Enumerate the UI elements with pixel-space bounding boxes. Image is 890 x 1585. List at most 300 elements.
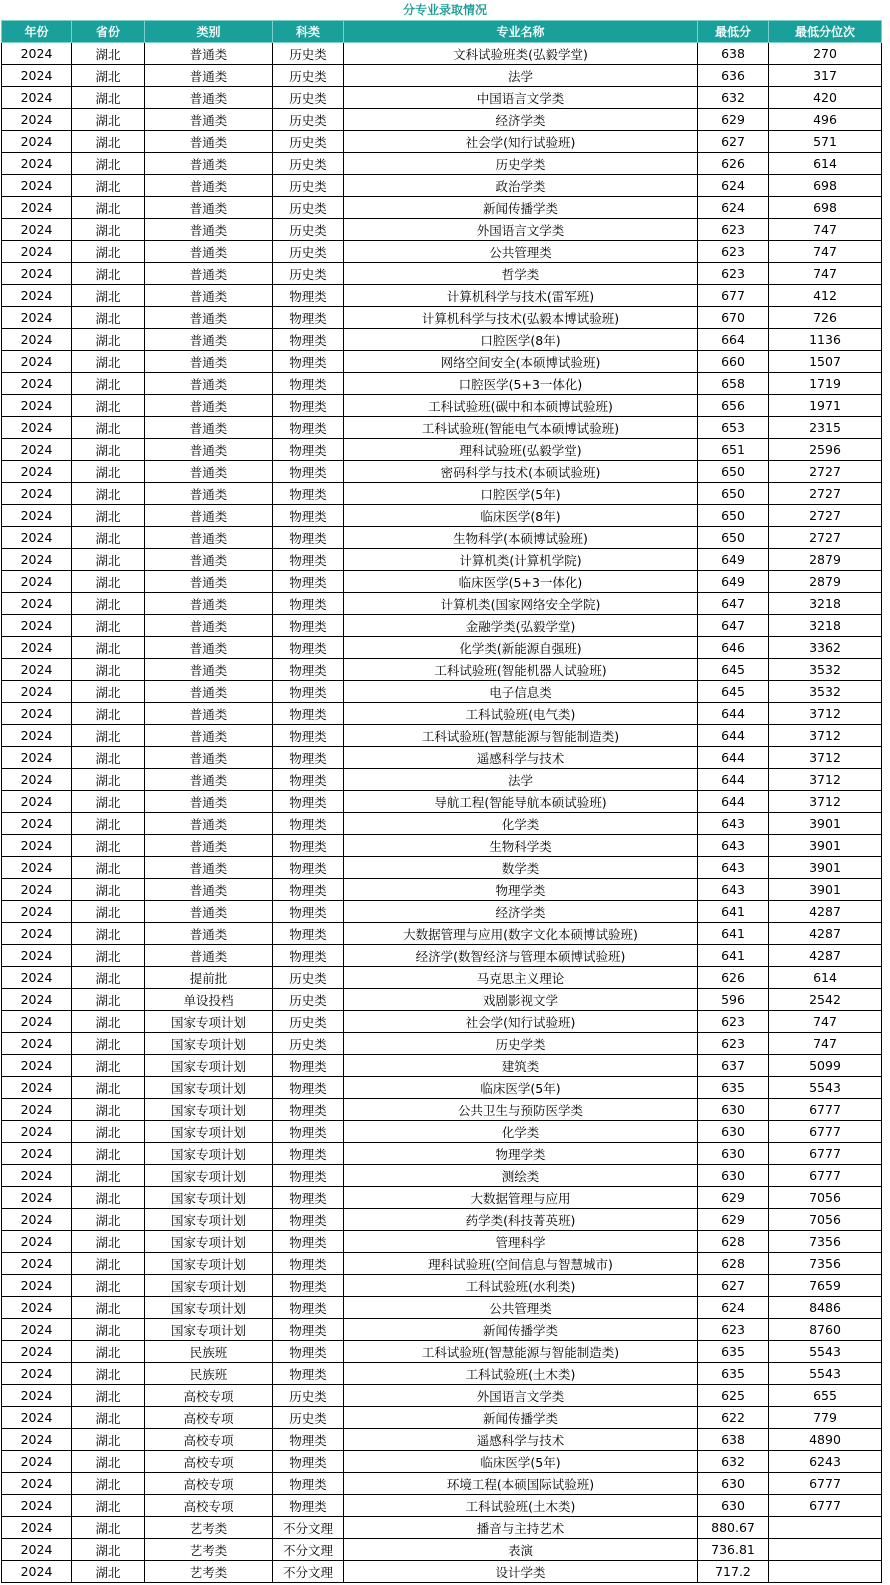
- year-cell: 2024: [2, 1055, 72, 1077]
- subject-cell: 物理类: [273, 813, 344, 835]
- min-rank-cell: 412: [769, 285, 882, 307]
- table-row: [2, 1297, 882, 1319]
- min-score-cell: 880.67: [698, 1517, 769, 1539]
- year-cell: 2024: [2, 285, 72, 307]
- min-rank-cell: 6777: [769, 1121, 882, 1143]
- min-score-cell: 645: [698, 681, 769, 703]
- province-cell: 湖北: [72, 351, 145, 373]
- table-row: [2, 527, 882, 549]
- major-cell: 政治学类: [344, 175, 698, 197]
- table-row: [2, 505, 882, 527]
- subject-cell: 物理类: [273, 1495, 344, 1517]
- year-cell: 2024: [2, 1187, 72, 1209]
- min-score-cell: 622: [698, 1407, 769, 1429]
- table-row: [2, 1231, 882, 1253]
- province-cell: 湖北: [72, 197, 145, 219]
- major-cell: 法学: [344, 769, 698, 791]
- table-row: [2, 351, 882, 373]
- year-cell: 2024: [2, 1319, 72, 1341]
- major-cell: 理科试验班(弘毅学堂): [344, 439, 698, 461]
- subject-cell: 物理类: [273, 483, 344, 505]
- min-rank-cell: 7356: [769, 1231, 882, 1253]
- subject-cell: 物理类: [273, 1429, 344, 1451]
- subject-cell: 物理类: [273, 439, 344, 461]
- major-cell: 环境工程(本硕国际试验班): [344, 1473, 698, 1495]
- table-row: [2, 1011, 882, 1033]
- year-cell: 2024: [2, 241, 72, 263]
- min-rank-cell: [769, 1561, 882, 1583]
- min-rank-cell: 1719: [769, 373, 882, 395]
- min-rank-cell: 5543: [769, 1341, 882, 1363]
- min-rank-cell: 2727: [769, 527, 882, 549]
- subject-cell: 历史类: [273, 153, 344, 175]
- province-cell: 湖北: [72, 747, 145, 769]
- table-row: [2, 1209, 882, 1231]
- min-rank-cell: 2727: [769, 505, 882, 527]
- min-rank-cell: 7356: [769, 1253, 882, 1275]
- year-cell: 2024: [2, 527, 72, 549]
- province-cell: 湖北: [72, 549, 145, 571]
- min-rank-cell: 4890: [769, 1429, 882, 1451]
- province-cell: 湖北: [72, 1121, 145, 1143]
- table-row: [2, 1561, 882, 1583]
- min-rank-cell: 3712: [769, 791, 882, 813]
- subject-cell: 物理类: [273, 1165, 344, 1187]
- min-score-cell: 644: [698, 725, 769, 747]
- year-cell: 2024: [2, 505, 72, 527]
- category-cell: 普通类: [145, 835, 273, 857]
- year-cell: 2024: [2, 1561, 72, 1583]
- category-cell: 国家专项计划: [145, 1121, 273, 1143]
- major-cell: 工科试验班(土木类): [344, 1495, 698, 1517]
- subject-cell: 物理类: [273, 1319, 344, 1341]
- min-rank-cell: 6777: [769, 1099, 882, 1121]
- subject-cell: 物理类: [273, 615, 344, 637]
- table-row: [2, 1517, 882, 1539]
- min-rank-cell: 8486: [769, 1297, 882, 1319]
- table-row: [2, 1363, 882, 1385]
- min-score-cell: 635: [698, 1077, 769, 1099]
- min-rank-cell: 7056: [769, 1187, 882, 1209]
- table-row: [2, 703, 882, 725]
- table-row: [2, 571, 882, 593]
- province-cell: 湖北: [72, 1539, 145, 1561]
- category-cell: 国家专项计划: [145, 1033, 273, 1055]
- category-cell: 普通类: [145, 307, 273, 329]
- province-cell: 湖北: [72, 989, 145, 1011]
- table-row: [2, 373, 882, 395]
- table-row: [2, 1319, 882, 1341]
- major-cell: 口腔医学(8年): [344, 329, 698, 351]
- table-row: [2, 1033, 882, 1055]
- province-cell: 湖北: [72, 593, 145, 615]
- major-cell: 新闻传播学类: [344, 197, 698, 219]
- category-cell: 普通类: [145, 263, 273, 285]
- min-score-cell: 670: [698, 307, 769, 329]
- category-cell: 普通类: [145, 175, 273, 197]
- major-cell: 大数据管理与应用: [344, 1187, 698, 1209]
- major-cell: 经济学(数智经济与管理本硕博试验班): [344, 945, 698, 967]
- min-score-cell: 717.2: [698, 1561, 769, 1583]
- table-row: [2, 307, 882, 329]
- subject-cell: 物理类: [273, 1341, 344, 1363]
- major-cell: 网络空间安全(本硕博试验班): [344, 351, 698, 373]
- min-rank-cell: 2879: [769, 571, 882, 593]
- min-score-cell: 629: [698, 1209, 769, 1231]
- major-cell: 公共卫生与预防医学类: [344, 1099, 698, 1121]
- province-cell: 湖北: [72, 1495, 145, 1517]
- min-rank-cell: 3712: [769, 747, 882, 769]
- min-rank-cell: 5543: [769, 1363, 882, 1385]
- min-rank-cell: 3901: [769, 879, 882, 901]
- category-cell: 普通类: [145, 637, 273, 659]
- min-score-cell: 623: [698, 1033, 769, 1055]
- major-cell: 公共管理类: [344, 241, 698, 263]
- province-cell: 湖北: [72, 1055, 145, 1077]
- subject-cell: 历史类: [273, 43, 344, 65]
- table-row: [2, 1077, 882, 1099]
- min-rank-cell: 726: [769, 307, 882, 329]
- min-rank-cell: 3532: [769, 659, 882, 681]
- category-cell: 普通类: [145, 439, 273, 461]
- year-cell: 2024: [2, 1297, 72, 1319]
- major-cell: 社会学(知行试验班): [344, 1011, 698, 1033]
- min-score-cell: 641: [698, 945, 769, 967]
- province-cell: 湖北: [72, 1561, 145, 1583]
- major-cell: 大数据管理与应用(数字文化本硕博试验班): [344, 923, 698, 945]
- year-cell: 2024: [2, 1451, 72, 1473]
- min-rank-cell: [769, 1517, 882, 1539]
- year-cell: 2024: [2, 1231, 72, 1253]
- year-cell: 2024: [2, 681, 72, 703]
- subject-cell: 物理类: [273, 1077, 344, 1099]
- subject-cell: 历史类: [273, 87, 344, 109]
- category-cell: 普通类: [145, 791, 273, 813]
- year-cell: 2024: [2, 219, 72, 241]
- major-cell: 管理科学: [344, 1231, 698, 1253]
- major-cell: 工科试验班(碳中和本硕博试验班): [344, 395, 698, 417]
- year-cell: 2024: [2, 725, 72, 747]
- year-cell: 2024: [2, 307, 72, 329]
- min-rank-cell: 614: [769, 967, 882, 989]
- major-cell: 哲学类: [344, 263, 698, 285]
- year-cell: 2024: [2, 1385, 72, 1407]
- province-cell: 湖北: [72, 659, 145, 681]
- min-score-cell: 638: [698, 1429, 769, 1451]
- subject-cell: 历史类: [273, 197, 344, 219]
- min-score-cell: 650: [698, 461, 769, 483]
- min-rank-cell: 2596: [769, 439, 882, 461]
- major-cell: 数学类: [344, 857, 698, 879]
- min-score-cell: 647: [698, 593, 769, 615]
- min-rank-cell: 1507: [769, 351, 882, 373]
- min-score-cell: 623: [698, 1319, 769, 1341]
- min-score-cell: 638: [698, 43, 769, 65]
- province-cell: 湖北: [72, 725, 145, 747]
- min-rank-cell: 747: [769, 1011, 882, 1033]
- province-cell: 湖北: [72, 1231, 145, 1253]
- major-cell: 金融学类(弘毅学堂): [344, 615, 698, 637]
- subject-cell: 物理类: [273, 1187, 344, 1209]
- subject-cell: 不分文理: [273, 1539, 344, 1561]
- min-rank-cell: 5543: [769, 1077, 882, 1099]
- category-cell: 普通类: [145, 945, 273, 967]
- table-row: [2, 1275, 882, 1297]
- table-row: [2, 659, 882, 681]
- category-cell: 普通类: [145, 549, 273, 571]
- min-score-cell: 637: [698, 1055, 769, 1077]
- category-cell: 艺考类: [145, 1517, 273, 1539]
- major-cell: 计算机科学与技术(弘毅本博试验班): [344, 307, 698, 329]
- min-score-cell: 623: [698, 1011, 769, 1033]
- year-cell: 2024: [2, 175, 72, 197]
- subject-cell: 不分文理: [273, 1517, 344, 1539]
- category-cell: 普通类: [145, 351, 273, 373]
- min-rank-cell: 2542: [769, 989, 882, 1011]
- province-cell: 湖北: [72, 87, 145, 109]
- min-score-cell: 628: [698, 1231, 769, 1253]
- category-cell: 民族班: [145, 1341, 273, 1363]
- table-row: [2, 1539, 882, 1561]
- min-score-cell: 649: [698, 571, 769, 593]
- year-cell: 2024: [2, 1341, 72, 1363]
- major-cell: 电子信息类: [344, 681, 698, 703]
- major-cell: 历史学类: [344, 1033, 698, 1055]
- province-cell: 湖北: [72, 571, 145, 593]
- table-row: [2, 725, 882, 747]
- subject-cell: 物理类: [273, 637, 344, 659]
- subject-cell: 物理类: [273, 329, 344, 351]
- year-cell: 2024: [2, 901, 72, 923]
- category-cell: 普通类: [145, 747, 273, 769]
- table-row: [2, 1187, 882, 1209]
- year-cell: 2024: [2, 483, 72, 505]
- major-cell: 遥感科学与技术: [344, 747, 698, 769]
- subject-cell: 物理类: [273, 417, 344, 439]
- province-cell: 湖北: [72, 1297, 145, 1319]
- category-cell: 普通类: [145, 329, 273, 351]
- table-row: [2, 65, 882, 87]
- table-row: [2, 835, 882, 857]
- year-cell: 2024: [2, 703, 72, 725]
- subject-cell: 物理类: [273, 505, 344, 527]
- min-score-cell: 623: [698, 263, 769, 285]
- category-cell: 提前批: [145, 967, 273, 989]
- major-cell: 临床医学(5年): [344, 1451, 698, 1473]
- major-cell: 表演: [344, 1539, 698, 1561]
- subject-cell: 物理类: [273, 879, 344, 901]
- category-cell: 普通类: [145, 681, 273, 703]
- table-row: [2, 1121, 882, 1143]
- subject-cell: 历史类: [273, 1385, 344, 1407]
- table-row: [2, 285, 882, 307]
- subject-cell: 物理类: [273, 549, 344, 571]
- subject-cell: 物理类: [273, 1055, 344, 1077]
- province-cell: 湖北: [72, 1341, 145, 1363]
- major-cell: 化学类: [344, 813, 698, 835]
- category-cell: 普通类: [145, 615, 273, 637]
- year-cell: 2024: [2, 593, 72, 615]
- major-cell: 经济学类: [344, 109, 698, 131]
- year-cell: 2024: [2, 43, 72, 65]
- min-rank-cell: 2727: [769, 461, 882, 483]
- major-cell: 工科试验班(水利类): [344, 1275, 698, 1297]
- major-cell: 药学类(科技菁英班): [344, 1209, 698, 1231]
- table-row: [2, 923, 882, 945]
- year-cell: 2024: [2, 263, 72, 285]
- category-cell: 国家专项计划: [145, 1319, 273, 1341]
- major-cell: 历史学类: [344, 153, 698, 175]
- year-cell: 2024: [2, 571, 72, 593]
- table-row: [2, 1143, 882, 1165]
- category-cell: 普通类: [145, 505, 273, 527]
- year-cell: 2024: [2, 197, 72, 219]
- major-cell: 理科试验班(空间信息与智慧城市): [344, 1253, 698, 1275]
- min-score-cell: 628: [698, 1253, 769, 1275]
- year-cell: 2024: [2, 549, 72, 571]
- min-rank-cell: 2879: [769, 549, 882, 571]
- subject-cell: 物理类: [273, 791, 344, 813]
- admission-table: [1, 20, 882, 1583]
- min-rank-cell: 6243: [769, 1451, 882, 1473]
- category-cell: 普通类: [145, 219, 273, 241]
- category-cell: 普通类: [145, 571, 273, 593]
- min-score-cell: 647: [698, 615, 769, 637]
- table-row: [2, 637, 882, 659]
- major-cell: 马克思主义理论: [344, 967, 698, 989]
- subject-cell: 物理类: [273, 659, 344, 681]
- year-cell: 2024: [2, 131, 72, 153]
- year-cell: 2024: [2, 967, 72, 989]
- subject-cell: 物理类: [273, 373, 344, 395]
- subject-cell: 物理类: [273, 857, 344, 879]
- province-cell: 湖北: [72, 1209, 145, 1231]
- table-body: [2, 43, 882, 1583]
- year-cell: 2024: [2, 1209, 72, 1231]
- min-rank-cell: 5099: [769, 1055, 882, 1077]
- category-cell: 普通类: [145, 153, 273, 175]
- subject-cell: 物理类: [273, 747, 344, 769]
- min-score-cell: 624: [698, 1297, 769, 1319]
- major-cell: 公共管理类: [344, 1297, 698, 1319]
- min-score-cell: 630: [698, 1165, 769, 1187]
- subject-cell: 物理类: [273, 1143, 344, 1165]
- category-cell: 普通类: [145, 197, 273, 219]
- province-cell: 湖北: [72, 637, 145, 659]
- category-cell: 高校专项: [145, 1495, 273, 1517]
- subject-cell: 历史类: [273, 109, 344, 131]
- min-rank-cell: 655: [769, 1385, 882, 1407]
- category-cell: 普通类: [145, 43, 273, 65]
- min-score-cell: 650: [698, 505, 769, 527]
- min-rank-cell: 747: [769, 1033, 882, 1055]
- category-cell: 国家专项计划: [145, 1165, 273, 1187]
- major-cell: 临床医学(8年): [344, 505, 698, 527]
- major-cell: 外国语言文学类: [344, 219, 698, 241]
- category-cell: 国家专项计划: [145, 1011, 273, 1033]
- category-cell: 普通类: [145, 65, 273, 87]
- major-cell: 临床医学(5年): [344, 1077, 698, 1099]
- table-row: [2, 395, 882, 417]
- province-cell: 湖北: [72, 153, 145, 175]
- min-score-cell: 636: [698, 65, 769, 87]
- year-cell: 2024: [2, 417, 72, 439]
- min-score-cell: 656: [698, 395, 769, 417]
- province-cell: 湖北: [72, 395, 145, 417]
- subject-cell: 物理类: [273, 395, 344, 417]
- table-row: [2, 1385, 882, 1407]
- subject-cell: 物理类: [273, 1209, 344, 1231]
- min-rank-cell: 6777: [769, 1495, 882, 1517]
- year-cell: 2024: [2, 65, 72, 87]
- column-header-min-score: 最低分: [698, 21, 769, 43]
- category-cell: 国家专项计划: [145, 1099, 273, 1121]
- min-score-cell: 632: [698, 1451, 769, 1473]
- province-cell: 湖北: [72, 461, 145, 483]
- min-score-cell: 643: [698, 857, 769, 879]
- min-score-cell: 627: [698, 1275, 769, 1297]
- major-cell: 外国语言文学类: [344, 1385, 698, 1407]
- subject-cell: 历史类: [273, 1033, 344, 1055]
- category-cell: 国家专项计划: [145, 1055, 273, 1077]
- min-score-cell: 630: [698, 1099, 769, 1121]
- min-score-cell: 630: [698, 1495, 769, 1517]
- province-cell: 湖北: [72, 1473, 145, 1495]
- category-cell: 普通类: [145, 109, 273, 131]
- year-cell: 2024: [2, 835, 72, 857]
- subject-cell: 历史类: [273, 241, 344, 263]
- major-cell: 计算机类(计算机学院): [344, 549, 698, 571]
- category-cell: 普通类: [145, 725, 273, 747]
- subject-cell: 物理类: [273, 901, 344, 923]
- min-rank-cell: 3712: [769, 769, 882, 791]
- category-cell: 普通类: [145, 923, 273, 945]
- major-cell: 工科试验班(智慧能源与智能制造类): [344, 1341, 698, 1363]
- major-cell: 社会学(知行试验班): [344, 131, 698, 153]
- table-row: [2, 747, 882, 769]
- year-cell: 2024: [2, 1033, 72, 1055]
- province-cell: 湖北: [72, 1011, 145, 1033]
- major-cell: 法学: [344, 65, 698, 87]
- province-cell: 湖北: [72, 109, 145, 131]
- table-row: [2, 1341, 882, 1363]
- subject-cell: 物理类: [273, 835, 344, 857]
- subject-cell: 物理类: [273, 681, 344, 703]
- table-row: [2, 439, 882, 461]
- subject-cell: 物理类: [273, 923, 344, 945]
- column-header-year: 年份: [2, 21, 72, 43]
- table-row: [2, 131, 882, 153]
- min-score-cell: 643: [698, 813, 769, 835]
- category-cell: 普通类: [145, 395, 273, 417]
- category-cell: 普通类: [145, 131, 273, 153]
- category-cell: 普通类: [145, 241, 273, 263]
- province-cell: 湖北: [72, 1363, 145, 1385]
- table-row: [2, 263, 882, 285]
- min-rank-cell: 1136: [769, 329, 882, 351]
- min-score-cell: 650: [698, 527, 769, 549]
- category-cell: 国家专项计划: [145, 1143, 273, 1165]
- min-score-cell: 626: [698, 967, 769, 989]
- province-cell: 湖北: [72, 1253, 145, 1275]
- major-cell: 建筑类: [344, 1055, 698, 1077]
- year-cell: 2024: [2, 747, 72, 769]
- major-cell: 工科试验班(智慧能源与智能制造类): [344, 725, 698, 747]
- year-cell: 2024: [2, 1011, 72, 1033]
- min-score-cell: 660: [698, 351, 769, 373]
- year-cell: 2024: [2, 109, 72, 131]
- subject-cell: 物理类: [273, 461, 344, 483]
